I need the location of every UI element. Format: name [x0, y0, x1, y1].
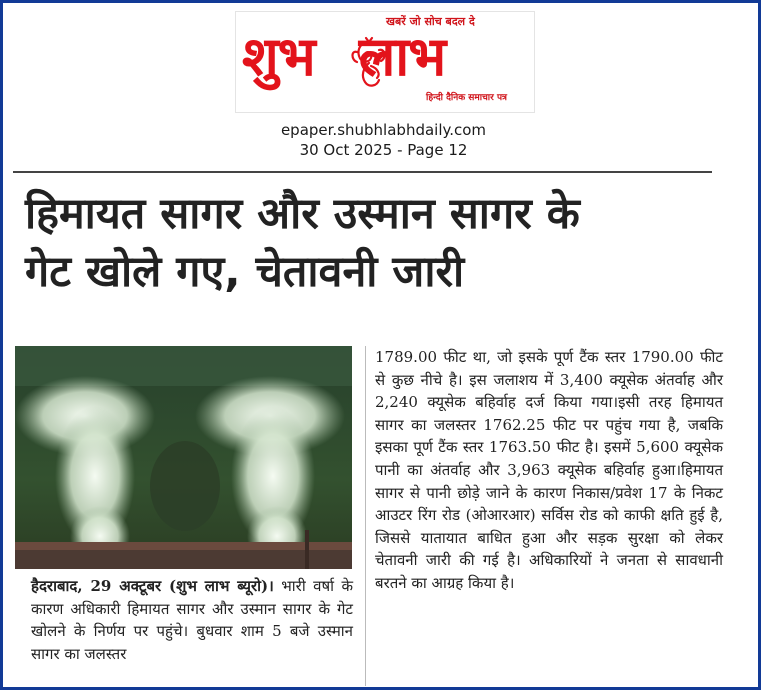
- masthead-tagline: खबरें जो सोच बदल दे: [386, 15, 475, 28]
- article-headline: [25, 185, 725, 301]
- edition-date-page: 30 Oct 2025 - Page 12: [299, 141, 468, 159]
- brand-name: [242, 26, 445, 88]
- brand-right: लाभ: [358, 25, 446, 88]
- brand-left: शुभ: [242, 25, 315, 88]
- masthead-logo: [235, 11, 535, 113]
- masthead-subtitle: हिन्दी दैनिक समाचार पत्र: [426, 93, 508, 103]
- article-caption: [31, 575, 353, 665]
- headline-line-1: हिमायत सागर और उस्मान सागर के: [25, 189, 580, 239]
- headline-line-2: गेट खोले गए, चेतावनी जारी: [25, 247, 465, 297]
- column-divider: [365, 346, 366, 686]
- article-photo: [15, 346, 352, 569]
- article-dateline: हैदराबाद, 29 अक्टूबर (शुभ लाभ ब्यूरो)।: [31, 577, 274, 595]
- caption-text: भारी वर्षा के कारण अधिकारी हिमायत सागर और उस्मान सागर के गेट खोलने के निर्णय पर पहुंचे। बुधवार शाम 5 बजे उस्मान सागर का जलस्तर: [31, 577, 353, 663]
- article-body: 1789.00 फीट था, जो इसके पूर्ण टैंक स्तर 1790.00 फीट से कुछ नीचे है। इस जलाशय में 3,400 क्यूसेक अंतर्वाह और 2,240 क्यूसेक बहिर्वाह दर्ज किया गया।इसी तरह हिमायत सागर का जलस्तर 1762.25 फीट पर पहुंच गया है, जबकि इसका पूर्ण टैंक स्तर 1763.50 फीट है। इसमें 5,600 क्यूसेक पानी का अंतर्वाह और 3,963 क्यूसेक बहिर्वाह हुआ।हिमायत सागर से पानी छोड़े जाने के कारण निकास/प्रवेश 17 के निकट आउटर रिंग रोड (ओआरआर) सर्विस रोड को काफी क्षति हुई है, जिससे यातायात बाधित हुआ और सड़क सुरक्षा को लेकर चेतावनी जारी की गई है। अधिकारियों ने जनता से सावधानी बरतने का आग्रह किया है।: [375, 348, 723, 592]
- edition-site: epaper.shubhlabhdaily.com: [280, 121, 487, 139]
- ganesha-icon: [349, 36, 389, 90]
- header-divider: [13, 171, 712, 173]
- reservoir-gates-water-photo: [15, 346, 352, 569]
